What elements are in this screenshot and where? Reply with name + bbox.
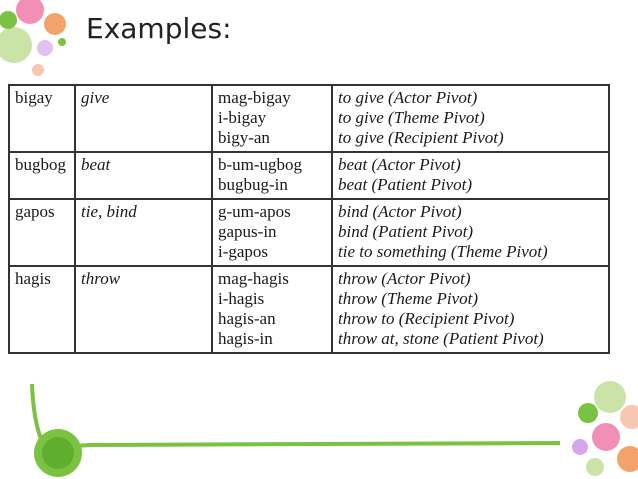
table-row [9,85,609,152]
verb-form: g-um-apos [218,202,291,221]
verb-form: bugbug-in [218,175,288,194]
meaning-line: beat (Patient Pivot) [338,175,473,194]
deco-circle [32,64,44,76]
verb-form: hagis-an [218,309,276,328]
gloss-cell: throw [75,266,212,353]
forms-cell [212,152,332,199]
meaning-line: to give (Recipient Pivot) [338,128,504,147]
meaning-line: bind (Patient Pivot) [338,222,474,241]
deco-circle [592,423,620,451]
meaning-cell [332,85,609,152]
table-row [9,266,609,353]
root-cell: bugbog [9,152,75,199]
verb-form: i-gapos [218,242,269,261]
verb-form: i-bigay [218,108,267,127]
deco-circle [578,403,598,423]
meaning-cell [332,152,609,199]
meaning-line: to give (Actor Pivot) [338,88,478,107]
verb-form: b-um-ugbog [218,155,303,174]
forms-cell [212,85,332,152]
meaning-line: bind (Actor Pivot) [338,202,462,221]
deco-circle [58,38,66,46]
root-cell: gapos [9,199,75,266]
deco-circle [572,439,588,455]
meaning-line: throw to (Recipient Pivot) [338,309,515,328]
deco-circle [594,381,626,413]
table-row [9,152,609,199]
examples-table [8,84,610,354]
verb-form: hagis-in [218,329,273,348]
verb-form: i-hagis [218,289,265,308]
root-cell: hagis [9,266,75,353]
gloss-cell: give [75,85,212,152]
swoosh-line [48,443,560,451]
meaning-line: throw (Theme Pivot) [338,289,479,308]
meaning-line: tie to something (Theme Pivot) [338,242,548,261]
meaning-line: throw (Actor Pivot) [338,269,471,288]
deco-circle [0,11,17,29]
meaning-line: to give (Theme Pivot) [338,108,485,127]
meaning-line: throw at, stone (Patient Pivot) [338,329,544,348]
swoosh-dot-inner [42,437,74,469]
verb-form: bigy-an [218,128,270,147]
root-cell: bigay [9,85,75,152]
deco-circle [16,0,44,24]
deco-circle [620,405,638,429]
verb-form: mag-hagis [218,269,289,288]
slide-title: Examples: [86,12,232,45]
bottom-right-decoration [560,369,638,479]
deco-circle [617,446,638,472]
forms-cell [212,199,332,266]
verb-form: mag-bigay [218,88,291,107]
deco-circle [0,27,32,63]
deco-circle [586,458,604,476]
meaning-cell [332,266,609,353]
forms-cell [212,266,332,353]
deco-circle [37,40,53,56]
verb-form: gapus-in [218,222,277,241]
top-left-decoration [0,0,80,80]
bottom-swoosh-decoration [0,379,638,479]
table-row [9,199,609,266]
deco-circle [44,13,66,35]
meaning-cell [332,199,609,266]
meaning-line: beat (Actor Pivot) [338,155,461,174]
gloss-cell: tie, bind [75,199,212,266]
gloss-cell: beat [75,152,212,199]
